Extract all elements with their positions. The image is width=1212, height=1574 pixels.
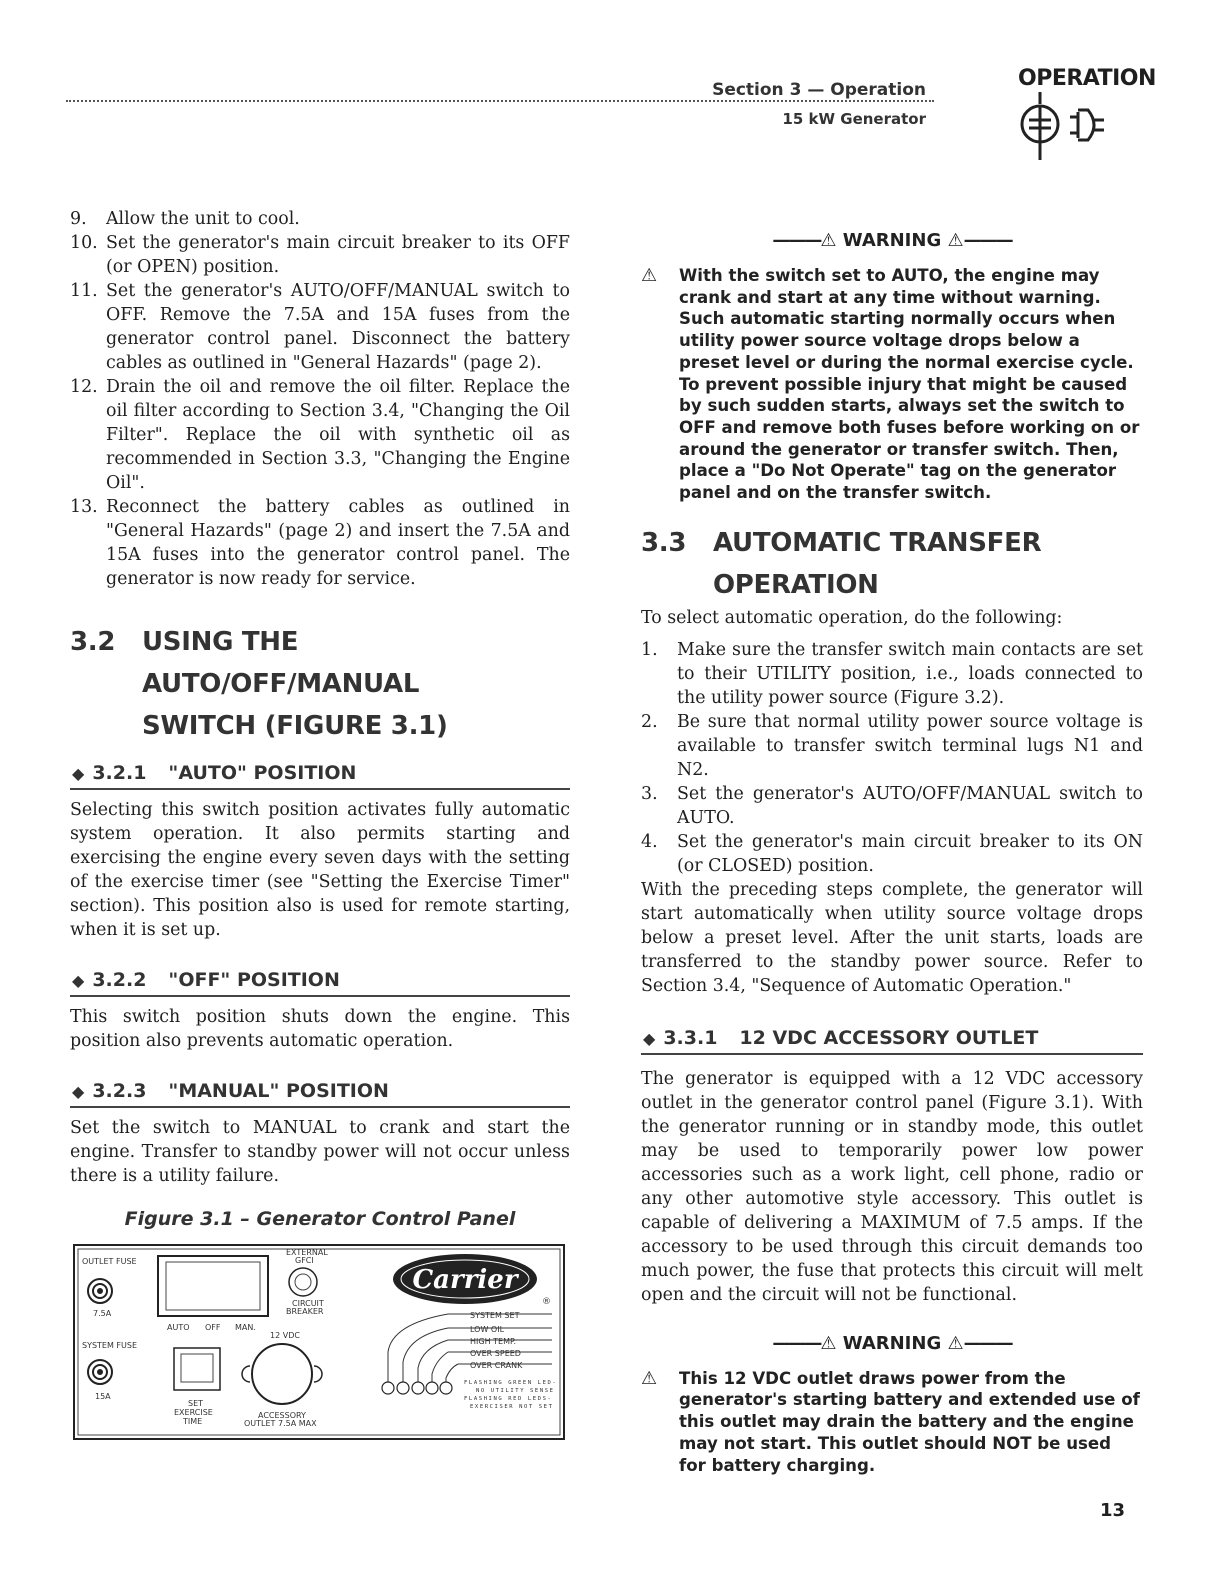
led-over-crank	[440, 1382, 452, 1394]
man-label: MAN.	[235, 1323, 256, 1332]
fuse-75-label: 7.5A	[93, 1309, 112, 1318]
diamond-icon: ◆	[643, 1028, 656, 1048]
figure-caption: Figure 3.1 – Generator Control Panel	[124, 1208, 516, 1230]
warning-1-text: ⚠ With the switch set to AUTO, the engine may crank and start at any time without warning. Such automatic starting normally occurs when utility power source voltage drops below a preset level or during the normal exercise cycle. To prevent possible injury that might be caused by such sudden starts, always set the switch to OFF and remove both fuses before working on or around the generator or transfer switch. Then, place a "Do Not Operate" tag on the generator panel and on the transfer switch.	[641, 265, 1140, 503]
section-3-2-1-heading: ◆ 3.2.1 "AUTO" POSITION	[70, 759, 570, 790]
list-item: 12. Drain the oil and remove the oil filter. Replace the oil filter according to Section 3.4, "Changing the Oil Filter". Replace the oil with synthetic oil as recommended in Section 3.3, "Changing the Engine Oil".	[70, 377, 570, 493]
section-3-2-heading: 3.2 USING THE AUTO/OFF/MANUAL SWITCH (FIGURE 3.1)	[70, 627, 448, 741]
accessory-outlet[interactable]	[242, 1344, 322, 1404]
set-label: SET	[188, 1399, 204, 1408]
outlet-fuse-holder[interactable]	[88, 1279, 112, 1303]
fuse-15-label: 15A	[95, 1392, 111, 1401]
right-column	[641, 230, 1143, 1476]
warning-1-title: ———⚠ WARNING ⚠———	[772, 230, 1012, 251]
caution-icon: ⚠	[641, 1367, 658, 1389]
list-item: 10. Set the generator's main circuit breaker to its OFF (or OPEN) position.	[70, 233, 570, 277]
page-number: 13	[1100, 1500, 1126, 1521]
list-item: 13. Reconnect the battery cables as outlined in "General Hazards" (page 2) and insert the 7.5A and 15A fuses into the generator control panel. The generator is now ready for service.	[70, 497, 570, 589]
breaker-label: BREAKER	[286, 1307, 324, 1316]
warning-icon: ⚠	[820, 1332, 837, 1354]
system-fuse-label: SYSTEM FUSE	[82, 1341, 138, 1350]
vdc-label: 12 VDC	[270, 1331, 300, 1340]
header-subtitle: 15 kW Generator	[782, 110, 926, 128]
section-3-3-1-heading: ◆ 3.3.1 12 VDC ACCESSORY OUTLET	[641, 1024, 1143, 1055]
section-3-2-1-text: Selecting this switch position activates fully automatic system operation. It also permits starting and exercising the engine every seven days with the setting of the exercise timer (see "Setting the Exercise Timer" section). This position also is used for remote starting, when it is set up.	[70, 800, 570, 940]
section-3-3-after-text: With the preceding steps complete, the generator will start automatically when utility source voltage drops below a preset level. After the unit starts, loads are transferred to the standby power source. Refer to Section 3.4, "Sequence of Automatic Operation."	[641, 879, 1143, 996]
list-item: 1. Make sure the transfer switch main contacts are set to their UTILITY position, i.e., loads connected to the utility power source (Figure 3.2).	[641, 639, 1143, 708]
list-item: 3. Set the generator's AUTO/OFF/MANUAL switch to AUTO.	[641, 783, 1143, 828]
led-over-speed	[426, 1382, 438, 1394]
indicator-label: SYSTEM SET	[470, 1311, 520, 1320]
list-item: 2. Be sure that normal utility power source voltage is available to transfer switch terminal lugs N1 and N2.	[641, 711, 1143, 780]
transfer-steps	[641, 638, 1143, 878]
diamond-icon: ◆	[72, 971, 85, 990]
auto-label: AUTO	[167, 1323, 190, 1332]
diamond-icon: ◆	[72, 1082, 85, 1101]
warning-icon: ⚠	[947, 230, 964, 251]
external-label: EXTERNAL	[286, 1248, 328, 1257]
indicator-label: LOW OIL	[470, 1325, 505, 1334]
system-fuse-holder[interactable]	[88, 1360, 112, 1384]
outlet-fuse-label: OUTLET FUSE	[82, 1257, 137, 1266]
generator-plug-icon	[1010, 92, 1140, 162]
caution-icon: ⚠	[641, 265, 658, 286]
header-section: Section 3 — Operation	[712, 80, 926, 100]
indicator-label: OVER SPEED	[470, 1349, 521, 1358]
legend-line: FLASHING GREEN LED-	[464, 1380, 558, 1386]
section-3-2-2-heading: ◆ 3.2.2 "OFF" POSITION	[70, 966, 570, 997]
exercise-label: EXERCISE	[174, 1408, 213, 1417]
header-rule	[66, 100, 934, 102]
header-badge: OPERATION	[1018, 66, 1156, 91]
led-system-set	[382, 1382, 394, 1394]
outlet-max-label: OUTLET 7.5A MAX	[244, 1419, 317, 1428]
legend-line: FLASHING RED LEDS-	[464, 1396, 553, 1402]
led-low-oil	[397, 1382, 409, 1394]
legend-line: EXERCISER NOT SET	[470, 1404, 554, 1410]
gfci-label: GFCI	[295, 1256, 314, 1265]
maintenance-steps	[70, 207, 570, 591]
carrier-logo	[393, 1254, 537, 1304]
auto-off-manual-switch[interactable]	[158, 1256, 268, 1316]
indicator-label: HIGH TEMP.	[470, 1337, 517, 1346]
carrier-brand-text: Carrier	[412, 1265, 518, 1295]
warning-2-title: ———⚠ WARNING ⚠———	[772, 1332, 1012, 1354]
section-3-3-intro: To select automatic operation, do the following:	[641, 607, 1063, 628]
list-item: 4. Set the generator's main circuit breaker to its ON (or CLOSED) position.	[641, 831, 1143, 876]
warning-2-text: ⚠ This 12 VDC outlet draws power from the generator's starting battery and extended use of this outlet may drain the battery and the engine may not start. This outlet should NOT be used for battery charging.	[641, 1367, 1140, 1475]
control-panel-figure	[70, 1244, 566, 1444]
accessory-label: ACCESSORY	[258, 1411, 306, 1420]
left-column	[70, 207, 570, 1444]
indicator-label: OVER CRANK	[470, 1361, 523, 1370]
section-3-3-heading: 3.3 AUTOMATIC TRANSFER OPERATION	[641, 527, 1042, 600]
legend-line: NO UTILITY SENSE	[476, 1388, 555, 1394]
led-high-temp	[412, 1382, 424, 1394]
list-item: 9. Allow the unit to cool.	[70, 209, 300, 229]
circuit-label: CIRCUIT	[292, 1299, 324, 1308]
time-label: TIME	[183, 1417, 203, 1426]
warning-icon: ⚠	[820, 230, 837, 251]
section-3-2-2-text: This switch position shuts down the engine. This position also prevents automatic operation.	[70, 1007, 570, 1051]
registered-mark: ®	[542, 1297, 551, 1307]
section-3-2-3-text: Set the switch to MANUAL to crank and start the engine. Transfer to standby power will not occur unless there is a utility failure.	[70, 1118, 570, 1186]
section-3-2-3-heading: ◆ 3.2.3 "MANUAL" POSITION	[70, 1077, 570, 1108]
diamond-icon: ◆	[72, 764, 85, 783]
section-3-3-1-text: The generator is equipped with a 12 VDC accessory outlet in the generator control panel (Figure 3.1). With the generator running or in standby mode, this outlet may be used to temporarily power low power accessories such as a work light, cell phone, radio or any other automotive style accessory. This outlet is capable of delivering a MAXIMUM of 7.5 amps. If the accessory to be used through this circuit demands too much power, the fuse that protects this circuit will melt open and the circuit will not be functional.	[641, 1068, 1143, 1305]
off-label: OFF	[205, 1323, 221, 1332]
list-item: 11. Set the generator's AUTO/OFF/MANUAL switch to OFF. Remove the 7.5A and 15A fuses from the generator control panel. Disconnect the battery cables as outlined in "General Hazards" (page 2).	[70, 281, 570, 373]
circuit-breaker[interactable]	[289, 1268, 317, 1296]
set-exercise-button[interactable]	[174, 1348, 220, 1390]
warning-icon: ⚠	[947, 1332, 964, 1354]
